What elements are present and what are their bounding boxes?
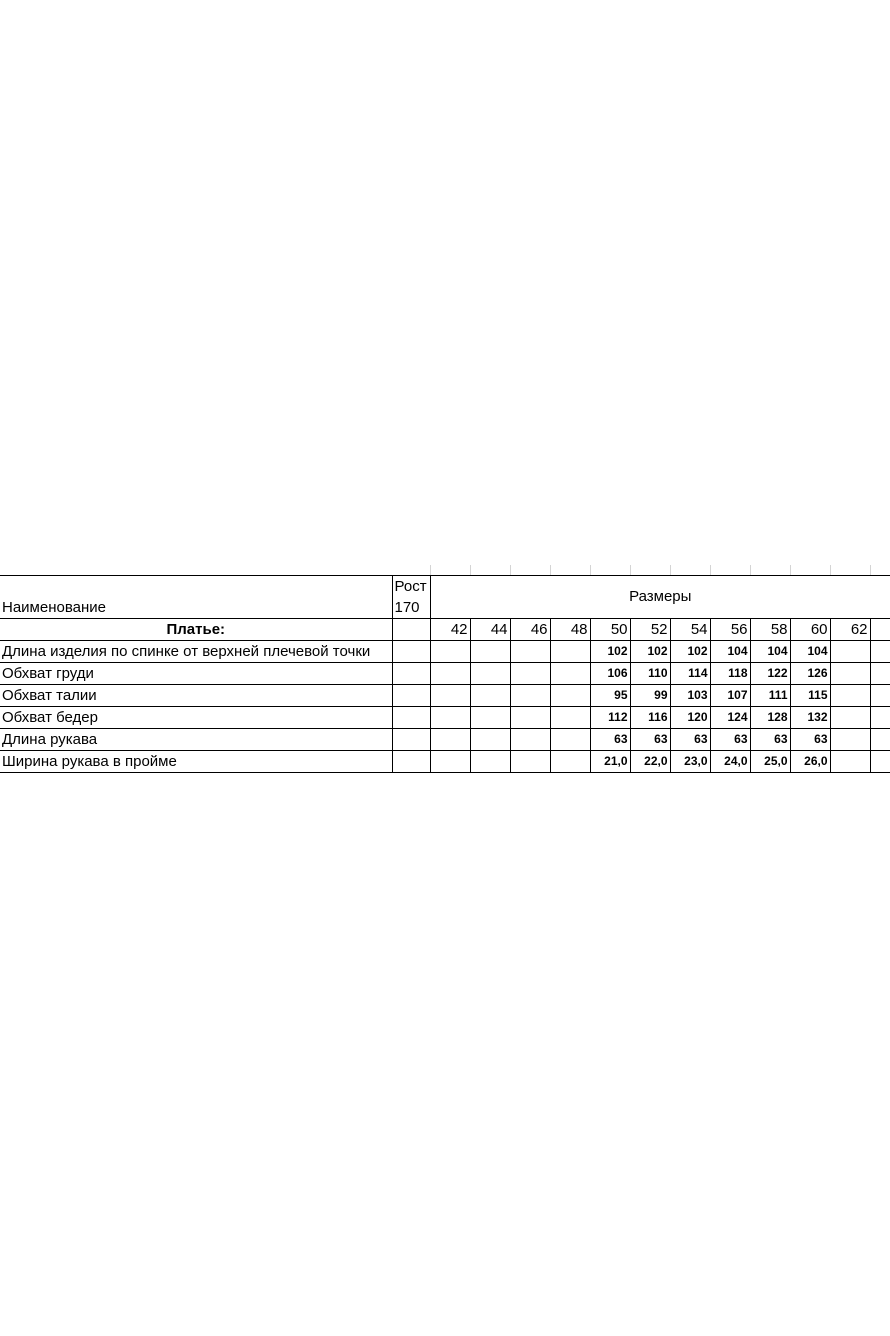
height-value: 170 [394, 598, 420, 616]
empty-cell [870, 662, 890, 684]
empty-cell [870, 728, 890, 750]
value-cell [830, 684, 870, 706]
value-cell [830, 640, 870, 662]
size-cell: 44 [470, 618, 510, 640]
height-cell [392, 750, 430, 772]
value-cell: 115 [790, 684, 830, 706]
size-cell: 56 [710, 618, 750, 640]
value-cell [830, 706, 870, 728]
size-cell: 58 [750, 618, 790, 640]
size-cell: 48 [550, 618, 590, 640]
measurement-label: Длина рукава [0, 728, 392, 750]
table-row [0, 684, 890, 706]
sizes-header: Размеры [430, 575, 890, 618]
value-cell: 104 [790, 640, 830, 662]
size-cell: 46 [510, 618, 550, 640]
value-cell: 110 [630, 662, 670, 684]
value-cell [510, 728, 550, 750]
height-cell [392, 684, 430, 706]
table-row [0, 640, 890, 662]
measurement-label: Длина изделия по спинке от верхней плечевой точки [0, 640, 392, 662]
value-cell [510, 750, 550, 772]
value-cell [430, 728, 470, 750]
value-cell: 106 [590, 662, 630, 684]
size-cell: 60 [790, 618, 830, 640]
value-cell: 118 [710, 662, 750, 684]
size-cell: 62 [830, 618, 870, 640]
value-cell [470, 706, 510, 728]
empty-cell [870, 640, 890, 662]
size-cell: 50 [590, 618, 630, 640]
measurement-label: Обхват бедер [0, 706, 392, 728]
value-cell [830, 662, 870, 684]
measurement-label: Обхват талии [0, 684, 392, 706]
value-cell: 63 [630, 728, 670, 750]
value-cell: 104 [750, 640, 790, 662]
value-cell: 63 [590, 728, 630, 750]
empty-cell [870, 750, 890, 772]
value-cell [430, 750, 470, 772]
value-cell: 63 [670, 728, 710, 750]
value-cell: 107 [710, 684, 750, 706]
value-cell [830, 750, 870, 772]
height-cell [392, 706, 430, 728]
height-cell [392, 618, 430, 640]
table-row [0, 706, 890, 728]
value-cell: 112 [590, 706, 630, 728]
value-cell [470, 728, 510, 750]
value-cell [830, 728, 870, 750]
value-cell [470, 684, 510, 706]
value-cell [470, 750, 510, 772]
value-cell: 114 [670, 662, 710, 684]
value-cell [550, 750, 590, 772]
value-cell [430, 662, 470, 684]
value-cell: 21,0 [590, 750, 630, 772]
value-cell [510, 706, 550, 728]
table-row [0, 662, 890, 684]
section-title: Платье: [0, 618, 392, 640]
height-cell [392, 640, 430, 662]
size-cell: 54 [670, 618, 710, 640]
empty-cell [870, 706, 890, 728]
name-header: Наименование [0, 575, 392, 618]
value-cell: 120 [670, 706, 710, 728]
value-cell: 102 [590, 640, 630, 662]
value-cell: 132 [790, 706, 830, 728]
value-cell [430, 684, 470, 706]
value-cell: 111 [750, 684, 790, 706]
value-cell [550, 662, 590, 684]
value-cell [430, 706, 470, 728]
value-cell: 23,0 [670, 750, 710, 772]
value-cell [430, 640, 470, 662]
value-cell: 95 [590, 684, 630, 706]
height-cell [392, 728, 430, 750]
value-cell: 102 [630, 640, 670, 662]
value-cell [470, 640, 510, 662]
measurement-label: Обхват груди [0, 662, 392, 684]
value-cell: 124 [710, 706, 750, 728]
value-cell: 116 [630, 706, 670, 728]
value-cell: 126 [790, 662, 830, 684]
value-cell: 63 [790, 728, 830, 750]
height-header [392, 575, 430, 618]
value-cell: 102 [670, 640, 710, 662]
value-cell: 103 [670, 684, 710, 706]
value-cell: 104 [710, 640, 750, 662]
value-cell [470, 662, 510, 684]
value-cell [510, 684, 550, 706]
value-cell [510, 640, 550, 662]
value-cell: 26,0 [790, 750, 830, 772]
value-cell [510, 662, 550, 684]
gridline-row [0, 565, 890, 575]
table-row [0, 728, 890, 750]
value-cell: 25,0 [750, 750, 790, 772]
value-cell: 22,0 [630, 750, 670, 772]
empty-cell [870, 618, 890, 640]
value-cell: 99 [630, 684, 670, 706]
height-label: Рост [394, 577, 427, 595]
value-cell: 122 [750, 662, 790, 684]
header-row [0, 575, 890, 618]
value-cell: 24,0 [710, 750, 750, 772]
value-cell [550, 640, 590, 662]
value-cell: 128 [750, 706, 790, 728]
empty-cell [870, 684, 890, 706]
measurement-label: Ширина рукава в пройме [0, 750, 392, 772]
value-cell [550, 728, 590, 750]
size-cell: 52 [630, 618, 670, 640]
value-cell: 63 [710, 728, 750, 750]
value-cell [550, 706, 590, 728]
size-cell: 42 [430, 618, 470, 640]
height-cell [392, 662, 430, 684]
size-chart [0, 565, 890, 773]
table-row [0, 750, 890, 772]
value-cell [550, 684, 590, 706]
section-row [0, 618, 890, 640]
value-cell: 63 [750, 728, 790, 750]
size-table [0, 565, 890, 773]
